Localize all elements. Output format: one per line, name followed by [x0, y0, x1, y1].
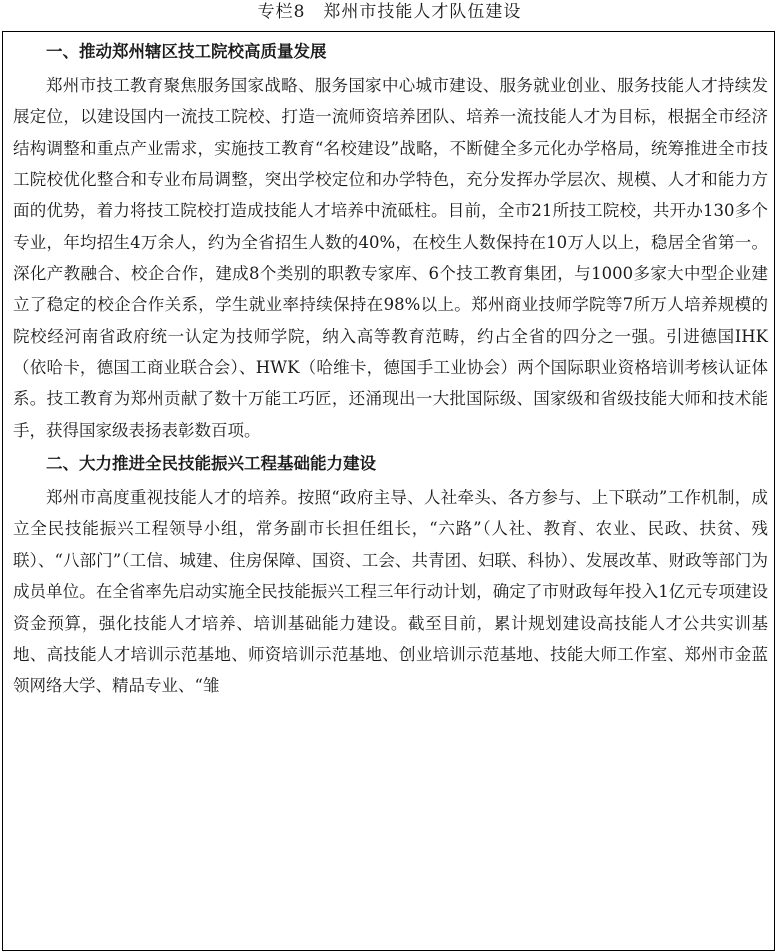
section-1-paragraph: 郑州市技工教育聚焦服务国家战略、服务国家中心城市建设、服务就业创业、服务技能人才持续发展定位，以建设国内一流技工院校、打造一流师资培养团队、培养一流技能人才为目标，根据全市经济结构调整和重点产业需求，实施技工教育“名校建设”战略，不断健全多元化办学格局，统筹推进全市技工院校优化整合和专业布局调整，突出学校定位和办学特色，充分发挥办学层次、规模、人才和能力方面的优势，着力将技工院校打造成技能人才培养中流砥柱。目前，全市21所技工院校，共开办130多个专业，年均招生4万余人，约为全省招生人数的40%，在校生人数保持在10万人以上，稳居全省第一。深化产教融合、校企合作，建成8个类别的职教专家库、6个技工教育集团，与1000多家大中型企业建立了稳定的校企合作关系，学生就业率持续保持在98%以上。郑州商业技师学院等7所万人培养规模的院校经河南省政府统一认定为技师学院，纳入高等教育范畴，约占全省的四分之一强。引进德国IHK（依哈卡，德国工商业联合会）、HWK（哈维卡，德国手工业协会）两个国际职业资格培训考核认证体系。技工教育为郑州贡献了数十万能工巧匠，还涌现出一大批国际级、国家级和省级技能大师和技术能手，获得国家级表扬表彰数百项。 — [13, 76, 768, 440]
section-2-paragraph: 郑州市高度重视技能人才的培养。按照“政府主导、人社牵头、各方参与、上下联动”工作机制，成立全民技能振兴工程领导小组，常务副市长担任组长，“六路”（人社、教育、农业、民政、扶贫、残联）、“八部门”（工信、城建、住房保障、国资、工会、共青团、妇联、科协）、发展改革、财政等部门为成员单位。在全省率先启动实施全民技能振兴工程三年行动计划，确定了市财政每年投入1亿元专项建设资金预算，强化技能人才培养、培训基础能力建设。截至目前，累计规划建设高技能人才公共实训基地、高技能人才培训示范基地、师资培训示范基地、创业培训示范基地、技能大师工作室、郑州市金蓝领网络大学、精品专业、“雏 — [13, 488, 768, 696]
section-1-heading: 一、推动郑州辖区技工院校高质量发展 — [46, 42, 327, 61]
section-2-heading: 二、大力推进全民技能振兴工程基础能力建设 — [46, 454, 376, 474]
column-box — [2, 31, 775, 951]
box-caption: 专栏8 郑州市技能人才队伍建设 — [257, 2, 522, 22]
